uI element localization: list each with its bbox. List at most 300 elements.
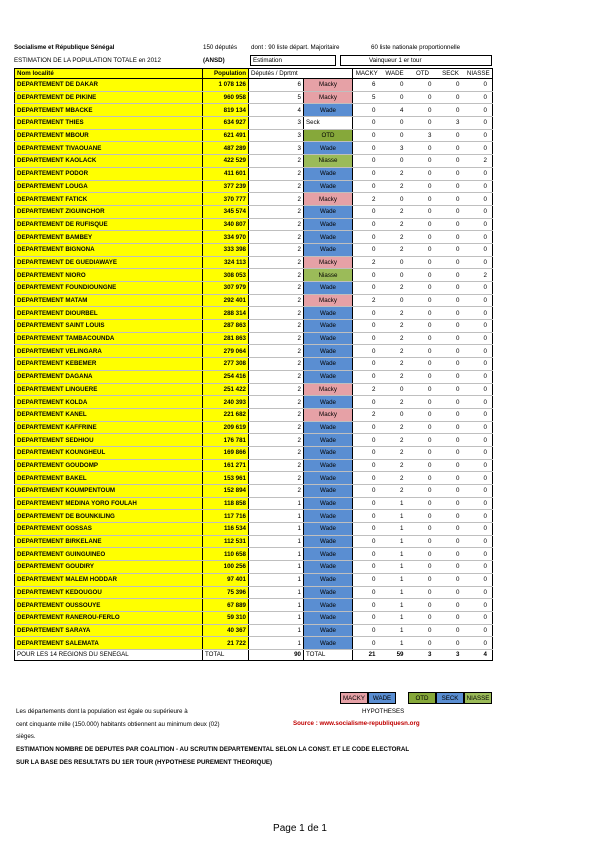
- population-value: 209 619: [203, 421, 249, 434]
- table-body: [15, 79, 493, 650]
- seck-seats: 0: [437, 586, 465, 599]
- deputes-table: [14, 68, 493, 661]
- seck-seats: 0: [437, 421, 465, 434]
- macky-seats: 0: [353, 117, 381, 130]
- niasse-seats: 0: [465, 446, 493, 459]
- table-row: [15, 586, 493, 599]
- seck-seats: 0: [437, 561, 465, 574]
- niasse-seats: 0: [465, 243, 493, 256]
- table-row: [15, 142, 493, 155]
- population-value: 634 927: [203, 117, 249, 130]
- wade-seats: 1: [381, 624, 409, 637]
- otd-seats: 0: [409, 459, 437, 472]
- macky-seats: 0: [353, 129, 381, 142]
- coalition-badge: Wade: [304, 243, 353, 256]
- seck-seats: 0: [437, 624, 465, 637]
- deputes-value: 1: [249, 637, 304, 650]
- table-row: [15, 459, 493, 472]
- niasse-seats: 0: [465, 434, 493, 447]
- coalition-badge: Wade: [304, 624, 353, 637]
- col-niasse: NIASSE: [465, 69, 493, 79]
- seck-seats: 0: [437, 320, 465, 333]
- table-row: [15, 205, 493, 218]
- legend-seck: SECK: [436, 692, 464, 704]
- coalition-badge: Wade: [304, 535, 353, 548]
- otd-seats: 0: [409, 383, 437, 396]
- wade-seats: 1: [381, 523, 409, 536]
- niasse-seats: 0: [465, 497, 493, 510]
- population-value: 152 894: [203, 485, 249, 498]
- wade-seats: 2: [381, 332, 409, 345]
- otd-seats: 0: [409, 218, 437, 231]
- department-name: DEPARTEMENT KOUMPENTOUM: [15, 485, 203, 498]
- niasse-seats: 0: [465, 142, 493, 155]
- table-row: [15, 345, 493, 358]
- deputes-value: 2: [249, 180, 304, 193]
- niasse-seats: 0: [465, 358, 493, 371]
- department-name: DEPARTEMENT DE DAKAR: [15, 79, 203, 92]
- department-name: DEPARTEMENT DE RUFISQUE: [15, 218, 203, 231]
- coalition-badge: Wade: [304, 446, 353, 459]
- coalition-badge: Wade: [304, 459, 353, 472]
- population-value: 221 682: [203, 408, 249, 421]
- department-name: DEPARTEMENT BAKEL: [15, 472, 203, 485]
- population-value: 153 961: [203, 472, 249, 485]
- macky-seats: 0: [353, 167, 381, 180]
- population-value: 287 863: [203, 320, 249, 333]
- wade-seats: 0: [381, 91, 409, 104]
- population-value: 116 534: [203, 523, 249, 536]
- table-row: [15, 523, 493, 536]
- wade-seats: 2: [381, 218, 409, 231]
- table-row: [15, 434, 493, 447]
- coalition-badge: Niasse: [304, 155, 353, 168]
- coalition-badge: Wade: [304, 142, 353, 155]
- seck-seats: 0: [437, 180, 465, 193]
- seck-seats: 0: [437, 345, 465, 358]
- macky-seats: 0: [353, 421, 381, 434]
- deputes-value: 2: [249, 231, 304, 244]
- legend-macky: MACKY: [340, 692, 368, 704]
- deputes-value: 2: [249, 167, 304, 180]
- population-value: 97 401: [203, 573, 249, 586]
- seck-seats: 0: [437, 167, 465, 180]
- macky-seats: 2: [353, 294, 381, 307]
- wade-seats: 0: [381, 294, 409, 307]
- deputes-value: 2: [249, 320, 304, 333]
- seck-seats: 0: [437, 535, 465, 548]
- total-label-1: TOTAL: [203, 649, 249, 660]
- population-value: 100 256: [203, 561, 249, 574]
- population-value: 161 271: [203, 459, 249, 472]
- macky-seats: 0: [353, 332, 381, 345]
- total-deputes: 90: [249, 649, 304, 660]
- coalition-badge: Wade: [304, 180, 353, 193]
- seck-seats: 0: [437, 510, 465, 523]
- coalition-badge: Wade: [304, 586, 353, 599]
- macky-seats: 0: [353, 231, 381, 244]
- niasse-seats: 0: [465, 294, 493, 307]
- niasse-seats: 0: [465, 180, 493, 193]
- table-row: [15, 155, 493, 168]
- table-row: [15, 624, 493, 637]
- table-row: [15, 421, 493, 434]
- otd-seats: 0: [409, 104, 437, 117]
- department-name: DEPARTEMENT SARAYA: [15, 624, 203, 637]
- deputes-value: 2: [249, 358, 304, 371]
- hypotheses-label: HYPOTHESES: [362, 708, 405, 715]
- otd-seats: 0: [409, 421, 437, 434]
- total-label: POUR LES 14 REGIONS DU SENEGAL: [15, 649, 203, 660]
- seck-seats: 0: [437, 523, 465, 536]
- deputes-value: 2: [249, 446, 304, 459]
- otd-seats: 0: [409, 243, 437, 256]
- table-row: [15, 535, 493, 548]
- total-macky: 21: [353, 649, 381, 660]
- table-row: [15, 370, 493, 383]
- department-name: DEPARTEMENT TAMBACOUNDA: [15, 332, 203, 345]
- macky-seats: 0: [353, 370, 381, 383]
- wade-seats: 1: [381, 611, 409, 624]
- seck-seats: 0: [437, 370, 465, 383]
- deputes-value: 2: [249, 294, 304, 307]
- coalition-badge: Macky: [304, 294, 353, 307]
- niasse-seats: 0: [465, 307, 493, 320]
- wade-seats: 2: [381, 459, 409, 472]
- seck-seats: 0: [437, 408, 465, 421]
- department-name: DEPARTEMENT SEDHIOU: [15, 434, 203, 447]
- table-row: [15, 117, 493, 130]
- deputes-value: 2: [249, 396, 304, 409]
- population-value: 377 239: [203, 180, 249, 193]
- total-label-2: TOTAL: [304, 649, 353, 660]
- seck-seats: 0: [437, 91, 465, 104]
- coalition-badge: Wade: [304, 637, 353, 650]
- department-name: DEPARTEMENT DE PIKINE: [15, 91, 203, 104]
- macky-seats: 2: [353, 256, 381, 269]
- macky-seats: 2: [353, 408, 381, 421]
- niasse-seats: 0: [465, 205, 493, 218]
- department-name: DEPARTEMENT MEDINA YORO FOULAH: [15, 497, 203, 510]
- table-row: [15, 269, 493, 282]
- wade-seats: 2: [381, 167, 409, 180]
- macky-seats: 0: [353, 434, 381, 447]
- deputes-value: 6: [249, 79, 304, 92]
- seck-seats: 0: [437, 573, 465, 586]
- otd-seats: 0: [409, 79, 437, 92]
- department-name: DEPARTEMENT DE GUEDIAWAYE: [15, 256, 203, 269]
- total-seck: 3: [437, 649, 465, 660]
- table-row: [15, 383, 493, 396]
- deputes-value: 2: [249, 459, 304, 472]
- otd-seats: 0: [409, 256, 437, 269]
- department-name: DEPARTEMENT TIVAOUANE: [15, 142, 203, 155]
- niasse-seats: 0: [465, 396, 493, 409]
- population-value: 960 958: [203, 91, 249, 104]
- wade-seats: 1: [381, 586, 409, 599]
- otd-seats: 0: [409, 320, 437, 333]
- table-row: [15, 231, 493, 244]
- niasse-seats: 0: [465, 611, 493, 624]
- wade-seats: 2: [381, 434, 409, 447]
- department-name: DEPARTEMENT KAFFRINE: [15, 421, 203, 434]
- liste-nationale: 60 liste nationale proportionnelle: [371, 44, 461, 51]
- table-row: [15, 320, 493, 333]
- seck-seats: 0: [437, 446, 465, 459]
- coalition-badge: Wade: [304, 104, 353, 117]
- wade-seats: 2: [381, 370, 409, 383]
- department-name: DEPARTEMENT MBACKE: [15, 104, 203, 117]
- total-wade: 59: [381, 649, 409, 660]
- macky-seats: 0: [353, 345, 381, 358]
- department-name: DEPARTEMENT DE BOUNKILING: [15, 510, 203, 523]
- niasse-seats: 0: [465, 586, 493, 599]
- population-value: 292 401: [203, 294, 249, 307]
- niasse-seats: 0: [465, 104, 493, 117]
- coalition-badge: Wade: [304, 573, 353, 586]
- wade-seats: 1: [381, 548, 409, 561]
- table-row: [15, 307, 493, 320]
- niasse-seats: 0: [465, 282, 493, 295]
- table-row: [15, 497, 493, 510]
- deputes-value: 2: [249, 282, 304, 295]
- macky-seats: 0: [353, 396, 381, 409]
- deputes-value: 2: [249, 434, 304, 447]
- note-line-2: cent cinquante mille (150.000) habitants obtiennent au minimum deux (02): [16, 721, 220, 728]
- niasse-seats: 0: [465, 548, 493, 561]
- conclusion-line-1: ESTIMATION NOMBRE DE DEPUTES PAR COALITION - AU SCRUTIN DEPARTEMENTAL SELON LA CONST. ET LE CODE ELECTORAL: [16, 746, 410, 753]
- wade-seats: 0: [381, 155, 409, 168]
- otd-seats: 0: [409, 345, 437, 358]
- wade-seats: 1: [381, 599, 409, 612]
- macky-seats: 0: [353, 218, 381, 231]
- table-row: [15, 472, 493, 485]
- deputes-value: 2: [249, 485, 304, 498]
- otd-seats: 0: [409, 332, 437, 345]
- table-row: [15, 561, 493, 574]
- deputes-value: 2: [249, 205, 304, 218]
- col-deputes: Députés / Dprtmt: [249, 69, 353, 79]
- table-row: [15, 243, 493, 256]
- otd-seats: 0: [409, 117, 437, 130]
- table-row: [15, 129, 493, 142]
- deputes-value: 1: [249, 611, 304, 624]
- table-row: [15, 104, 493, 117]
- department-name: DEPARTEMENT KEBEMER: [15, 358, 203, 371]
- estimation-title: ESTIMATION DE LA POPULATION TOTALE en 2012: [14, 57, 161, 64]
- niasse-seats: 0: [465, 256, 493, 269]
- seck-seats: 0: [437, 155, 465, 168]
- department-name: DEPARTEMENT BAMBEY: [15, 231, 203, 244]
- macky-seats: 0: [353, 104, 381, 117]
- macky-seats: 0: [353, 269, 381, 282]
- niasse-seats: 0: [465, 129, 493, 142]
- wade-seats: 0: [381, 383, 409, 396]
- population-value: 240 393: [203, 396, 249, 409]
- otd-seats: 0: [409, 231, 437, 244]
- niasse-seats: 0: [465, 510, 493, 523]
- table-row: [15, 256, 493, 269]
- niasse-seats: 0: [465, 624, 493, 637]
- seck-seats: 0: [437, 599, 465, 612]
- coalition-badge: Wade: [304, 421, 353, 434]
- seck-seats: 0: [437, 193, 465, 206]
- macky-seats: 0: [353, 573, 381, 586]
- macky-seats: 0: [353, 155, 381, 168]
- source-link[interactable]: Source : www.socialisme-republiquesn.org: [293, 720, 420, 727]
- coalition-badge: Macky: [304, 79, 353, 92]
- coalition-badge: Wade: [304, 345, 353, 358]
- deputes-value: 2: [249, 345, 304, 358]
- otd-seats: 3: [409, 129, 437, 142]
- deputes-value: 3: [249, 142, 304, 155]
- macky-seats: 0: [353, 548, 381, 561]
- macky-seats: 0: [353, 586, 381, 599]
- department-name: DEPARTEMENT GUINGUINEO: [15, 548, 203, 561]
- otd-seats: 0: [409, 370, 437, 383]
- department-name: DEPARTEMENT BIGNONA: [15, 243, 203, 256]
- department-name: DEPARTEMENT SALEMATA: [15, 637, 203, 650]
- otd-seats: 0: [409, 472, 437, 485]
- coalition-badge: Wade: [304, 282, 353, 295]
- otd-seats: 0: [409, 548, 437, 561]
- department-name: DEPARTEMENT LINGUERE: [15, 383, 203, 396]
- coalition-badge: Wade: [304, 472, 353, 485]
- deputes-value: 2: [249, 307, 304, 320]
- macky-seats: 0: [353, 446, 381, 459]
- wade-seats: 2: [381, 205, 409, 218]
- niasse-seats: 0: [465, 637, 493, 650]
- seck-seats: 0: [437, 611, 465, 624]
- population-value: 324 113: [203, 256, 249, 269]
- department-name: DEPARTEMENT KEDOUGOU: [15, 586, 203, 599]
- coalition-badge: Macky: [304, 383, 353, 396]
- niasse-seats: 0: [465, 218, 493, 231]
- coalition-badge: Macky: [304, 256, 353, 269]
- department-name: DEPARTEMENT GOSSAS: [15, 523, 203, 536]
- niasse-seats: 0: [465, 79, 493, 92]
- population-value: 308 053: [203, 269, 249, 282]
- otd-seats: 0: [409, 535, 437, 548]
- coalition-badge: Wade: [304, 396, 353, 409]
- deputes-value: 2: [249, 472, 304, 485]
- otd-seats: 0: [409, 358, 437, 371]
- deputes-value: 1: [249, 561, 304, 574]
- deputes-value: 2: [249, 269, 304, 282]
- niasse-seats: 0: [465, 167, 493, 180]
- table-row: [15, 396, 493, 409]
- deputes-value: 1: [249, 586, 304, 599]
- otd-seats: 0: [409, 485, 437, 498]
- coalition-badge: OTD: [304, 129, 353, 142]
- deputes-value: 2: [249, 218, 304, 231]
- seck-seats: 0: [437, 459, 465, 472]
- deputes-value: 2: [249, 421, 304, 434]
- deputes-value: 1: [249, 548, 304, 561]
- deputes-value: 1: [249, 624, 304, 637]
- table-row: [15, 573, 493, 586]
- seck-seats: 0: [437, 243, 465, 256]
- macky-seats: 0: [353, 142, 381, 155]
- niasse-seats: 2: [465, 155, 493, 168]
- population-value: 59 310: [203, 611, 249, 624]
- legend-wade: WADE: [368, 692, 396, 704]
- table-row: [15, 193, 493, 206]
- coalition-badge: Macky: [304, 91, 353, 104]
- niasse-seats: 0: [465, 408, 493, 421]
- coalition-badge: Wade: [304, 307, 353, 320]
- macky-seats: 0: [353, 180, 381, 193]
- wade-seats: 2: [381, 180, 409, 193]
- wade-seats: 2: [381, 345, 409, 358]
- otd-seats: 0: [409, 637, 437, 650]
- macky-seats: 6: [353, 79, 381, 92]
- niasse-seats: 0: [465, 421, 493, 434]
- department-name: DEPARTEMENT SAINT LOUIS: [15, 320, 203, 333]
- population-value: 345 574: [203, 205, 249, 218]
- total-row: [15, 649, 493, 660]
- col-wade: WADE: [381, 69, 409, 79]
- niasse-seats: 0: [465, 91, 493, 104]
- otd-seats: 0: [409, 434, 437, 447]
- coalition-badge: Niasse: [304, 269, 353, 282]
- population-value: 169 866: [203, 446, 249, 459]
- table-row: [15, 282, 493, 295]
- coalition-badge: Wade: [304, 523, 353, 536]
- seck-seats: 0: [437, 79, 465, 92]
- coalition-badge: Wade: [304, 485, 353, 498]
- conclusion-line-2: SUR LA BASE DES RESULTATS DU 1ER TOUR (HYPOTHESE PUREMENT THEORIQUE): [16, 759, 273, 766]
- coalition-badge: Wade: [304, 167, 353, 180]
- wade-seats: 0: [381, 269, 409, 282]
- population-value: 110 658: [203, 548, 249, 561]
- otd-seats: 0: [409, 269, 437, 282]
- otd-seats: 0: [409, 561, 437, 574]
- population-value: 340 807: [203, 218, 249, 231]
- coalition-badge: Wade: [304, 370, 353, 383]
- deputes-value: 2: [249, 370, 304, 383]
- coalition-badge: Wade: [304, 205, 353, 218]
- department-name: DEPARTEMENT FATICK: [15, 193, 203, 206]
- department-name: DEPARTEMENT RANEROU-FERLO: [15, 611, 203, 624]
- department-name: DEPARTEMENT BIRKELANE: [15, 535, 203, 548]
- table-row: [15, 91, 493, 104]
- niasse-seats: 0: [465, 370, 493, 383]
- department-name: DEPARTEMENT PODOR: [15, 167, 203, 180]
- wade-seats: 1: [381, 561, 409, 574]
- niasse-seats: 0: [465, 599, 493, 612]
- seck-seats: 0: [437, 497, 465, 510]
- department-name: DEPARTEMENT MATAM: [15, 294, 203, 307]
- otd-seats: 0: [409, 396, 437, 409]
- population-value: 251 422: [203, 383, 249, 396]
- population-value: 112 531: [203, 535, 249, 548]
- seck-seats: 0: [437, 434, 465, 447]
- coalition-badge: Macky: [304, 193, 353, 206]
- population-value: 118 858: [203, 497, 249, 510]
- population-value: 176 781: [203, 434, 249, 447]
- population-value: 307 979: [203, 282, 249, 295]
- otd-seats: 0: [409, 510, 437, 523]
- coalition-badge: Wade: [304, 510, 353, 523]
- otd-seats: 0: [409, 205, 437, 218]
- population-value: 288 314: [203, 307, 249, 320]
- estimation-box: Estimation: [250, 55, 336, 66]
- macky-seats: 5: [353, 91, 381, 104]
- niasse-seats: 0: [465, 231, 493, 244]
- wade-seats: 2: [381, 282, 409, 295]
- table-header: [15, 69, 493, 79]
